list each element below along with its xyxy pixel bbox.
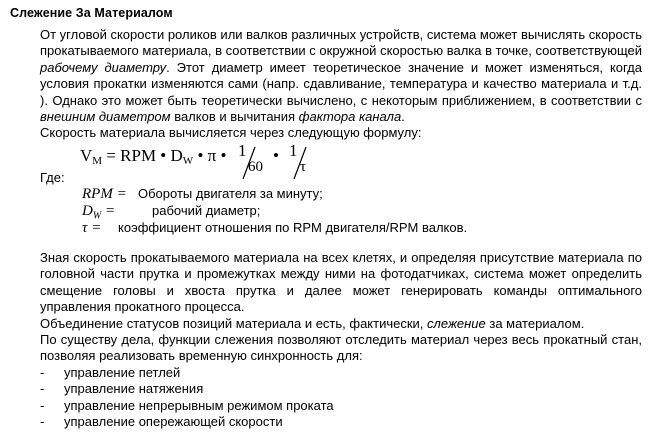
function-list: [40, 365, 334, 431]
section-title: Слежение За Материалом: [10, 6, 173, 20]
definition-rpm: [82, 186, 323, 203]
formula-eq: = RPM • D: [106, 146, 183, 165]
definition-tau: [82, 220, 468, 237]
definition-symbol: D: [82, 203, 93, 219]
text-run: От угловой скорости роликов или валков различных устройств, система может вычислять скорость прокатываемого материала, в соответствии с окружной скоростью валка в точке, соответствующей: [40, 27, 642, 59]
list-item-text: управление опережающей скорости: [64, 414, 283, 430]
italic-term-outer-diameter: внешним диаметром: [40, 109, 171, 125]
list-item: [40, 414, 334, 430]
fraction-denominator: τ: [300, 159, 307, 175]
formula-intro: Скорость материала вычисляется через следующую формулу:: [40, 125, 422, 140]
list-item: [40, 398, 334, 414]
definition-text: рабочий диаметр;: [152, 203, 261, 218]
text-run: валков и вычитания: [170, 109, 299, 125]
formula-d-sub: W: [182, 155, 194, 167]
definition-text: коэффициент отношения по RPM двигателя/RPM валков.: [118, 220, 468, 235]
text-run: . Этот диаметр имеет теоретическое значение и может изменяться, когда условия прокатки изменяются сами (напр. сдавливание, температура и качество материала и т.д. ). Однако это может быть теоретически вычислено, с некоторым приближением, в соответствии с: [40, 59, 642, 108]
formula-bullet: •: [273, 146, 279, 165]
definition-text: Обороты двигателя за минуту;: [138, 186, 323, 201]
formula-lhs-sub: M: [92, 155, 103, 167]
fraction-1-over-tau: [284, 143, 324, 183]
definition-symbol-suffix: =: [101, 203, 116, 219]
text-run: Объединение статусов позиций материала и есть, фактически,: [40, 316, 428, 331]
text-run: за материалом.: [485, 316, 585, 331]
definition-symbol: τ =: [82, 220, 102, 236]
fraction-denominator: 60: [248, 159, 263, 175]
list-dash: -: [40, 414, 45, 430]
fraction-numerator: 1: [238, 141, 247, 160]
list-dash: -: [40, 397, 45, 413]
where-label: Где:: [40, 170, 65, 185]
list-item-text: управление натяжения: [64, 381, 204, 397]
formula-lhs: V: [80, 146, 93, 165]
formula-rest: • π •: [193, 146, 227, 165]
list-item: [40, 365, 334, 381]
list-item-text: управление петлей: [64, 365, 181, 380]
definition-dw: [82, 203, 261, 222]
list-dash: -: [40, 365, 45, 380]
paragraph-purpose: По существу дела, функции слежения позволяют отследить материал через весь прокатный стан, позволяя реализовать временную синхронность для:: [40, 332, 642, 364]
formula-main: [80, 146, 226, 167]
list-item: [40, 381, 334, 397]
fraction-1-over-60: [233, 143, 273, 183]
italic-term-channel-factor: фактора канала: [298, 109, 402, 125]
definition-symbol: RPM =: [82, 186, 127, 202]
list-item-text: управление непрерывным режимом проката: [64, 397, 334, 413]
fraction-numerator: 1: [289, 141, 298, 160]
speed-formula: [80, 143, 380, 183]
paragraph-intro: [40, 27, 642, 125]
paragraph-tracking: Зная скорость прокатываемого материала на всех клетях, и определяя присутствие материала по головной части прутка и промежутках между ними на фотодатчиках, система может определить смещение головы и хвоста прутка и далее может генерировать команды оптимального управления прокатного процесса.: [40, 250, 642, 315]
list-dash: -: [40, 381, 45, 397]
text-run: .: [401, 109, 405, 125]
italic-term-tracking: слежение: [427, 316, 486, 331]
italic-term-working-diameter: рабочему диаметру: [40, 59, 167, 75]
definition-symbol-sub: W: [92, 210, 102, 222]
paragraph-combination: [40, 316, 642, 332]
